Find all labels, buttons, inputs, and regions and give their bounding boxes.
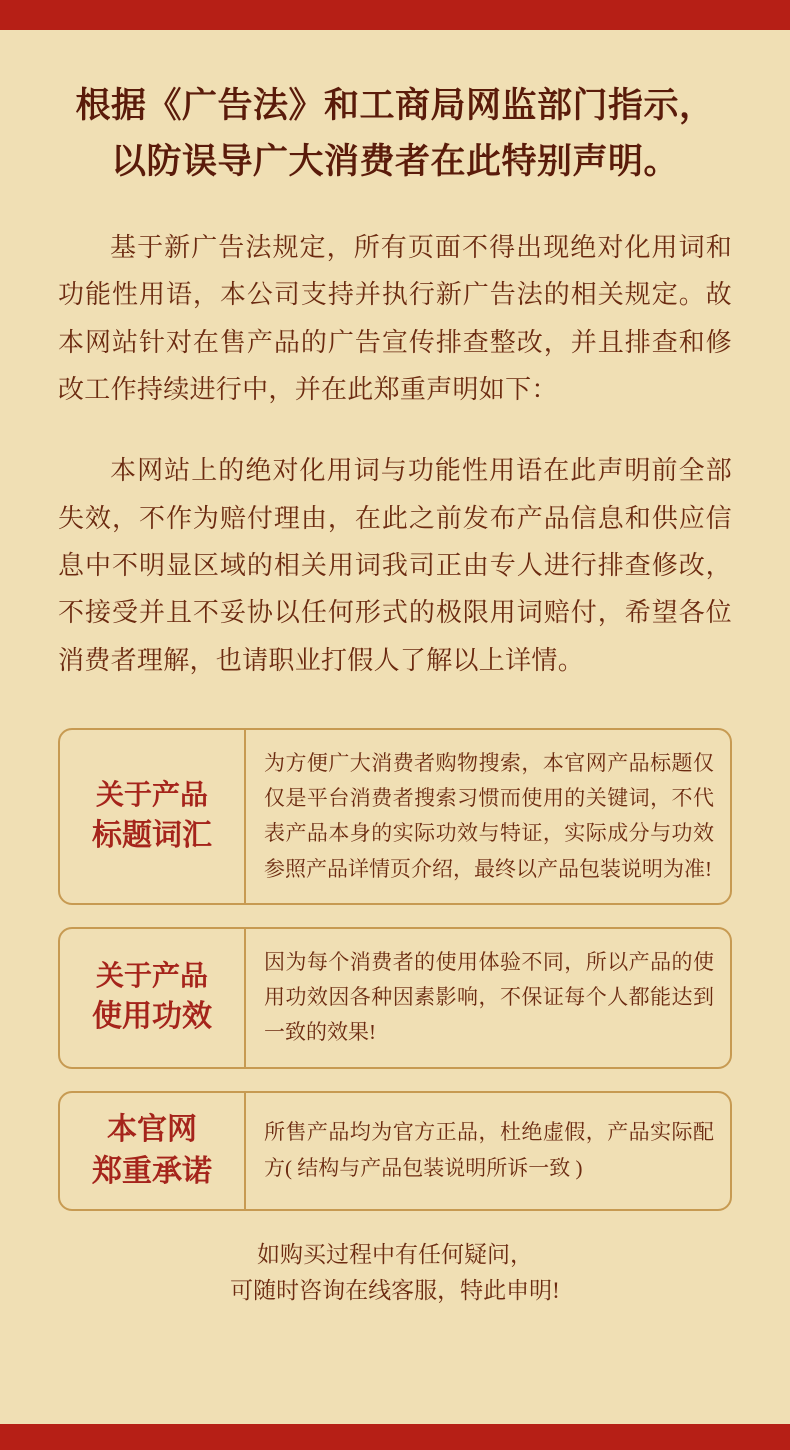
page-title-line-2: 以防误导广大消费者在此特别声明。 xyxy=(110,142,679,181)
statement-paragraph-2: 本网站上的绝对化用词与功能性用语在此声明前全部失效，不作为赔付理由，在此之前发布产品信息和供应信息中不明显区域的相关用词我司正由专人进行排查修改，不接受并且不妥协以任何形式的极限用词赔付，希望各位消费者理解，也请职业打假人了解以上详情。 xyxy=(58,456,732,675)
card-official-promise xyxy=(58,1091,732,1211)
statement-cards xyxy=(58,728,732,1211)
card-title-line-1: 本官网 xyxy=(107,1112,197,1146)
bottom-color-bar xyxy=(0,1424,790,1450)
card-title-line-2: 标题词汇 xyxy=(92,818,212,852)
card-body-official-promise: 所售产品均为官方正品，杜绝虚假，产品实际配方( 结构与产品包装说明所诉一致 ) xyxy=(264,1120,714,1180)
statement-paragraph-1: 基于新广告法规定，所有页面不得出现绝对化用词和功能性用语，本公司支持并执行新广告法的相关规定。故本网站针对在售产品的广告宣传排查整改，并且排查和修改工作持续进行中，并在此郑重声明如下： xyxy=(58,233,732,404)
card-title-line-1: 关于产品 xyxy=(95,779,208,811)
card-title-line-2: 使用功效 xyxy=(92,1000,212,1034)
card-product-efficacy xyxy=(58,927,732,1069)
card-title-official-promise xyxy=(60,1093,246,1209)
card-body-product-efficacy: 因为每个消费者的使用体验不同，所以产品的使用功效因各种因素影响，不保证每个人都能达到一致的效果! xyxy=(264,949,714,1045)
card-title-line-1: 关于产品 xyxy=(95,961,208,993)
footer-note-line-2: 可随时咨询在线客服，特此申明! xyxy=(230,1278,560,1304)
footer-note xyxy=(58,1237,732,1311)
page-title xyxy=(58,30,732,190)
card-title-line-2: 郑重承诺 xyxy=(92,1154,212,1188)
footer-note-line-1: 如购买过程中有任何疑问， xyxy=(257,1241,533,1267)
card-title-product-efficacy xyxy=(60,929,246,1067)
card-product-title-wording xyxy=(58,728,732,905)
content-panel xyxy=(0,30,790,1424)
card-body-product-title-wording: 为方便广大消费者购物搜索，本官网产品标题仅仅是平台消费者搜索习惯而使用的关键词，不代表产品本身的实际功效与特证，实际成分与功效参照产品详情页介绍，最终以产品包装说明为准! xyxy=(264,750,714,881)
card-title-product-title-wording xyxy=(60,730,246,903)
top-color-bar xyxy=(0,0,790,30)
page-title-line-1: 根据《广告法》和工商局网监部门指示， xyxy=(75,86,715,125)
